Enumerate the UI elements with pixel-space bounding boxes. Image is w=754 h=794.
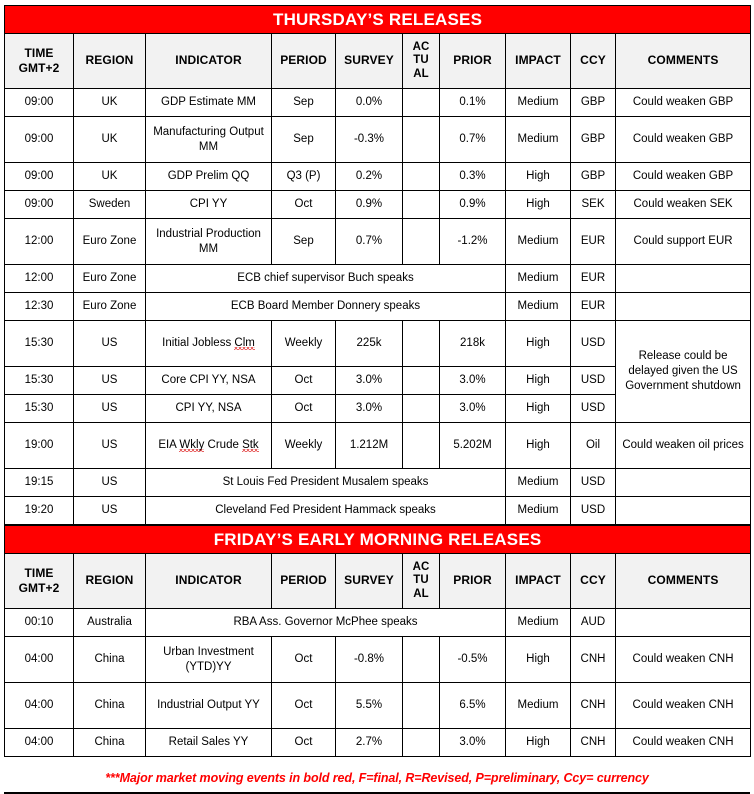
cell-region: US — [74, 497, 146, 525]
cell-speaker-event: Cleveland Fed President Hammack speaks — [146, 497, 506, 525]
table-row — [5, 469, 751, 497]
cell-comments: Could weaken SEK — [616, 191, 751, 219]
cell-impact: Medium — [506, 219, 571, 265]
cell-time: 19:20 — [5, 497, 74, 525]
cell-survey: 0.0% — [336, 89, 403, 117]
cell-period: Oct — [272, 367, 336, 395]
col-header-impact: IMPACT — [506, 34, 571, 89]
cell-actual — [403, 163, 440, 191]
cell-ccy: SEK — [571, 191, 616, 219]
cell-time: 15:30 — [5, 367, 74, 395]
cell-impact: Medium — [506, 497, 571, 525]
cell-survey: 0.2% — [336, 163, 403, 191]
cell-period: Sep — [272, 89, 336, 117]
col-header-impact: IMPACT — [506, 554, 571, 609]
thursday-releases-table — [4, 5, 751, 525]
cell-region: Euro Zone — [74, 293, 146, 321]
friday-banner: FRIDAY’S EARLY MORNING RELEASES — [5, 526, 751, 554]
col-header-actual-line1: AC — [412, 40, 430, 53]
cell-actual — [403, 321, 440, 367]
col-header-time-line2: GMT+2 — [18, 581, 60, 595]
table-row — [5, 293, 751, 321]
col-header-ccy: CCY — [571, 554, 616, 609]
cell-ccy: CNH — [571, 637, 616, 683]
cell-impact: Medium — [506, 265, 571, 293]
cell-period: Oct — [272, 637, 336, 683]
cell-comments — [616, 469, 751, 497]
cell-comments: Could weaken GBP — [616, 117, 751, 163]
cell-impact: Medium — [506, 89, 571, 117]
cell-region: UK — [74, 117, 146, 163]
footer-note: ***Major market moving events in bold red, F=final, R=Revised, P=preliminary, Ccy= currency — [105, 771, 649, 785]
cell-impact: Medium — [506, 683, 571, 729]
cell-prior: -1.2% — [440, 219, 506, 265]
cell-speaker-event: RBA Ass. Governor McPhee speaks — [146, 609, 506, 637]
table-row — [5, 637, 751, 683]
cell-prior: 6.5% — [440, 683, 506, 729]
col-header-time — [5, 554, 74, 609]
cell-impact: High — [506, 367, 571, 395]
cell-indicator: GDP Estimate MM — [146, 89, 272, 117]
cell-time: 19:15 — [5, 469, 74, 497]
cell-actual — [403, 423, 440, 469]
cell-actual — [403, 219, 440, 265]
cell-impact: High — [506, 729, 571, 757]
cell-time: 15:30 — [5, 321, 74, 367]
cell-survey: 225k — [336, 321, 403, 367]
cell-actual — [403, 117, 440, 163]
cell-impact: High — [506, 637, 571, 683]
cell-survey: 5.5% — [336, 683, 403, 729]
friday-releases-table — [4, 525, 751, 757]
table-row — [5, 117, 751, 163]
cell-time: 09:00 — [5, 89, 74, 117]
cell-time: 00:10 — [5, 609, 74, 637]
cell-impact: High — [506, 163, 571, 191]
cell-period: Weekly — [272, 423, 336, 469]
cell-region: US — [74, 321, 146, 367]
cell-survey: 3.0% — [336, 367, 403, 395]
cell-region: US — [74, 469, 146, 497]
cell-ccy: EUR — [571, 293, 616, 321]
col-header-actual-line1: AC — [412, 560, 430, 573]
cell-region: China — [74, 637, 146, 683]
cell-impact: Medium — [506, 469, 571, 497]
cell-ccy: USD — [571, 395, 616, 423]
cell-indicator: GDP Prelim QQ — [146, 163, 272, 191]
cell-region: Australia — [74, 609, 146, 637]
col-header-actual — [403, 554, 440, 609]
cell-impact: Medium — [506, 609, 571, 637]
cell-comments: Release could be delayed given the US Government shutdown — [616, 321, 751, 423]
col-header-region: REGION — [74, 34, 146, 89]
cell-prior: 3.0% — [440, 729, 506, 757]
cell-prior: 218k — [440, 321, 506, 367]
table-row — [5, 219, 751, 265]
cell-prior: 0.9% — [440, 191, 506, 219]
col-header-period: PERIOD — [272, 554, 336, 609]
col-header-actual-line3: AL — [413, 67, 429, 80]
cell-comments: Could weaken oil prices — [616, 423, 751, 469]
cell-prior: 0.3% — [440, 163, 506, 191]
col-header-time-line1: TIME — [24, 45, 54, 60]
cell-impact: High — [506, 423, 571, 469]
cell-comments: Could support EUR — [616, 219, 751, 265]
cell-period: Oct — [272, 729, 336, 757]
cell-ccy: USD — [571, 367, 616, 395]
cell-region: Sweden — [74, 191, 146, 219]
cell-region: Euro Zone — [74, 219, 146, 265]
cell-comments: Could weaken CNH — [616, 729, 751, 757]
cell-indicator: CPI YY, NSA — [146, 395, 272, 423]
cell-prior: 3.0% — [440, 395, 506, 423]
cell-prior: 3.0% — [440, 367, 506, 395]
cell-impact: Medium — [506, 117, 571, 163]
spellcheck-underline: Clm — [234, 337, 255, 350]
cell-speaker-event: ECB Board Member Donnery speaks — [146, 293, 506, 321]
cell-survey: 0.7% — [336, 219, 403, 265]
cell-indicator: Industrial Output YY — [146, 683, 272, 729]
cell-period: Oct — [272, 191, 336, 219]
cell-ccy: EUR — [571, 219, 616, 265]
cell-region: China — [74, 729, 146, 757]
table-row — [5, 89, 751, 117]
cell-time: 19:00 — [5, 423, 74, 469]
col-header-survey: SURVEY — [336, 34, 403, 89]
col-header-actual-line2: TU — [413, 574, 429, 587]
cell-ccy: Oil — [571, 423, 616, 469]
col-header-period: PERIOD — [272, 34, 336, 89]
cell-ccy: CNH — [571, 729, 616, 757]
cell-prior: -0.5% — [440, 637, 506, 683]
table-row — [5, 163, 751, 191]
col-header-time-line2: GMT+2 — [18, 61, 60, 75]
cell-comments — [616, 497, 751, 525]
cell-region: UK — [74, 89, 146, 117]
table-row — [5, 683, 751, 729]
cell-period: Oct — [272, 683, 336, 729]
cell-indicator: Manufacturing Output MM — [146, 117, 272, 163]
cell-comments — [616, 609, 751, 637]
col-header-indicator: INDICATOR — [146, 34, 272, 89]
col-header-comments: COMMENTS — [616, 554, 751, 609]
cell-comments: Could weaken CNH — [616, 637, 751, 683]
col-header-indicator: INDICATOR — [146, 554, 272, 609]
cell-ccy: AUD — [571, 609, 616, 637]
cell-impact: Medium — [506, 293, 571, 321]
table-row — [5, 191, 751, 219]
cell-period: Weekly — [272, 321, 336, 367]
cell-prior: 0.1% — [440, 89, 506, 117]
cell-survey: 1.212M — [336, 423, 403, 469]
cell-region: US — [74, 423, 146, 469]
cell-comments — [616, 265, 751, 293]
cell-impact: High — [506, 395, 571, 423]
cell-actual — [403, 89, 440, 117]
cell-survey: -0.3% — [336, 117, 403, 163]
cell-time: 15:30 — [5, 395, 74, 423]
cell-time: 04:00 — [5, 729, 74, 757]
cell-comments: Could weaken GBP — [616, 89, 751, 117]
cell-actual — [403, 395, 440, 423]
cell-region: UK — [74, 163, 146, 191]
cell-ccy: USD — [571, 469, 616, 497]
col-header-actual — [403, 34, 440, 89]
col-header-prior: PRIOR — [440, 554, 506, 609]
cell-ccy: USD — [571, 497, 616, 525]
thursday-banner: THURSDAY’S RELEASES — [5, 6, 751, 34]
cell-ccy: EUR — [571, 265, 616, 293]
cell-time: 09:00 — [5, 117, 74, 163]
spellcheck-underline: Stk — [242, 439, 259, 452]
cell-time: 04:00 — [5, 637, 74, 683]
cell-comments: Could weaken GBP — [616, 163, 751, 191]
table-row — [5, 321, 751, 367]
cell-comments — [616, 293, 751, 321]
table-row — [5, 497, 751, 525]
col-header-actual-line3: AL — [413, 587, 429, 600]
cell-speaker-event: St Louis Fed President Musalem speaks — [146, 469, 506, 497]
cell-indicator: CPI YY — [146, 191, 272, 219]
cell-actual — [403, 729, 440, 757]
spellcheck-underline: Wkly — [179, 439, 205, 452]
cell-indicator: Initial Jobless Clm — [146, 321, 272, 367]
friday-banner-row — [5, 526, 751, 554]
cell-period: Oct — [272, 395, 336, 423]
thursday-header-row — [5, 34, 751, 89]
col-header-actual-line2: TU — [413, 54, 429, 67]
cell-speaker-event: ECB chief supervisor Buch speaks — [146, 265, 506, 293]
cell-indicator: EIA Wkly Crude Stk — [146, 423, 272, 469]
cell-ccy: GBP — [571, 117, 616, 163]
cell-time: 12:00 — [5, 265, 74, 293]
cell-time: 12:30 — [5, 293, 74, 321]
friday-header-row — [5, 554, 751, 609]
cell-indicator: Industrial Production MM — [146, 219, 272, 265]
cell-actual — [403, 367, 440, 395]
col-header-region: REGION — [74, 554, 146, 609]
cell-ccy: GBP — [571, 89, 616, 117]
col-header-time — [5, 34, 74, 89]
cell-indicator: Core CPI YY, NSA — [146, 367, 272, 395]
cell-actual — [403, 683, 440, 729]
cell-time: 09:00 — [5, 163, 74, 191]
cell-actual — [403, 191, 440, 219]
cell-indicator: Retail Sales YY — [146, 729, 272, 757]
table-row — [5, 265, 751, 293]
cell-comments: Could weaken CNH — [616, 683, 751, 729]
cell-impact: High — [506, 321, 571, 367]
col-header-time-line1: TIME — [24, 565, 54, 580]
col-header-comments: COMMENTS — [616, 34, 751, 89]
cell-period: Sep — [272, 219, 336, 265]
cell-period: Q3 (P) — [272, 163, 336, 191]
table-row — [5, 423, 751, 469]
cell-survey: -0.8% — [336, 637, 403, 683]
cell-ccy: USD — [571, 321, 616, 367]
col-header-ccy: CCY — [571, 34, 616, 89]
cell-period: Sep — [272, 117, 336, 163]
cell-region: US — [74, 395, 146, 423]
cell-ccy: GBP — [571, 163, 616, 191]
col-header-survey: SURVEY — [336, 554, 403, 609]
col-header-prior: PRIOR — [440, 34, 506, 89]
cell-impact: High — [506, 191, 571, 219]
thursday-banner-row — [5, 6, 751, 34]
cell-prior: 0.7% — [440, 117, 506, 163]
cell-survey: 3.0% — [336, 395, 403, 423]
cell-time: 09:00 — [5, 191, 74, 219]
cell-time: 04:00 — [5, 683, 74, 729]
cell-actual — [403, 637, 440, 683]
cell-region: Euro Zone — [74, 265, 146, 293]
cell-survey: 2.7% — [336, 729, 403, 757]
table-row — [5, 609, 751, 637]
cell-ccy: CNH — [571, 683, 616, 729]
cell-region: US — [74, 367, 146, 395]
cell-time: 12:00 — [5, 219, 74, 265]
table-row — [5, 729, 751, 757]
cell-region: China — [74, 683, 146, 729]
cell-prior: 5.202M — [440, 423, 506, 469]
cell-survey: 0.9% — [336, 191, 403, 219]
cell-indicator: Urban Investment (YTD)YY — [146, 637, 272, 683]
